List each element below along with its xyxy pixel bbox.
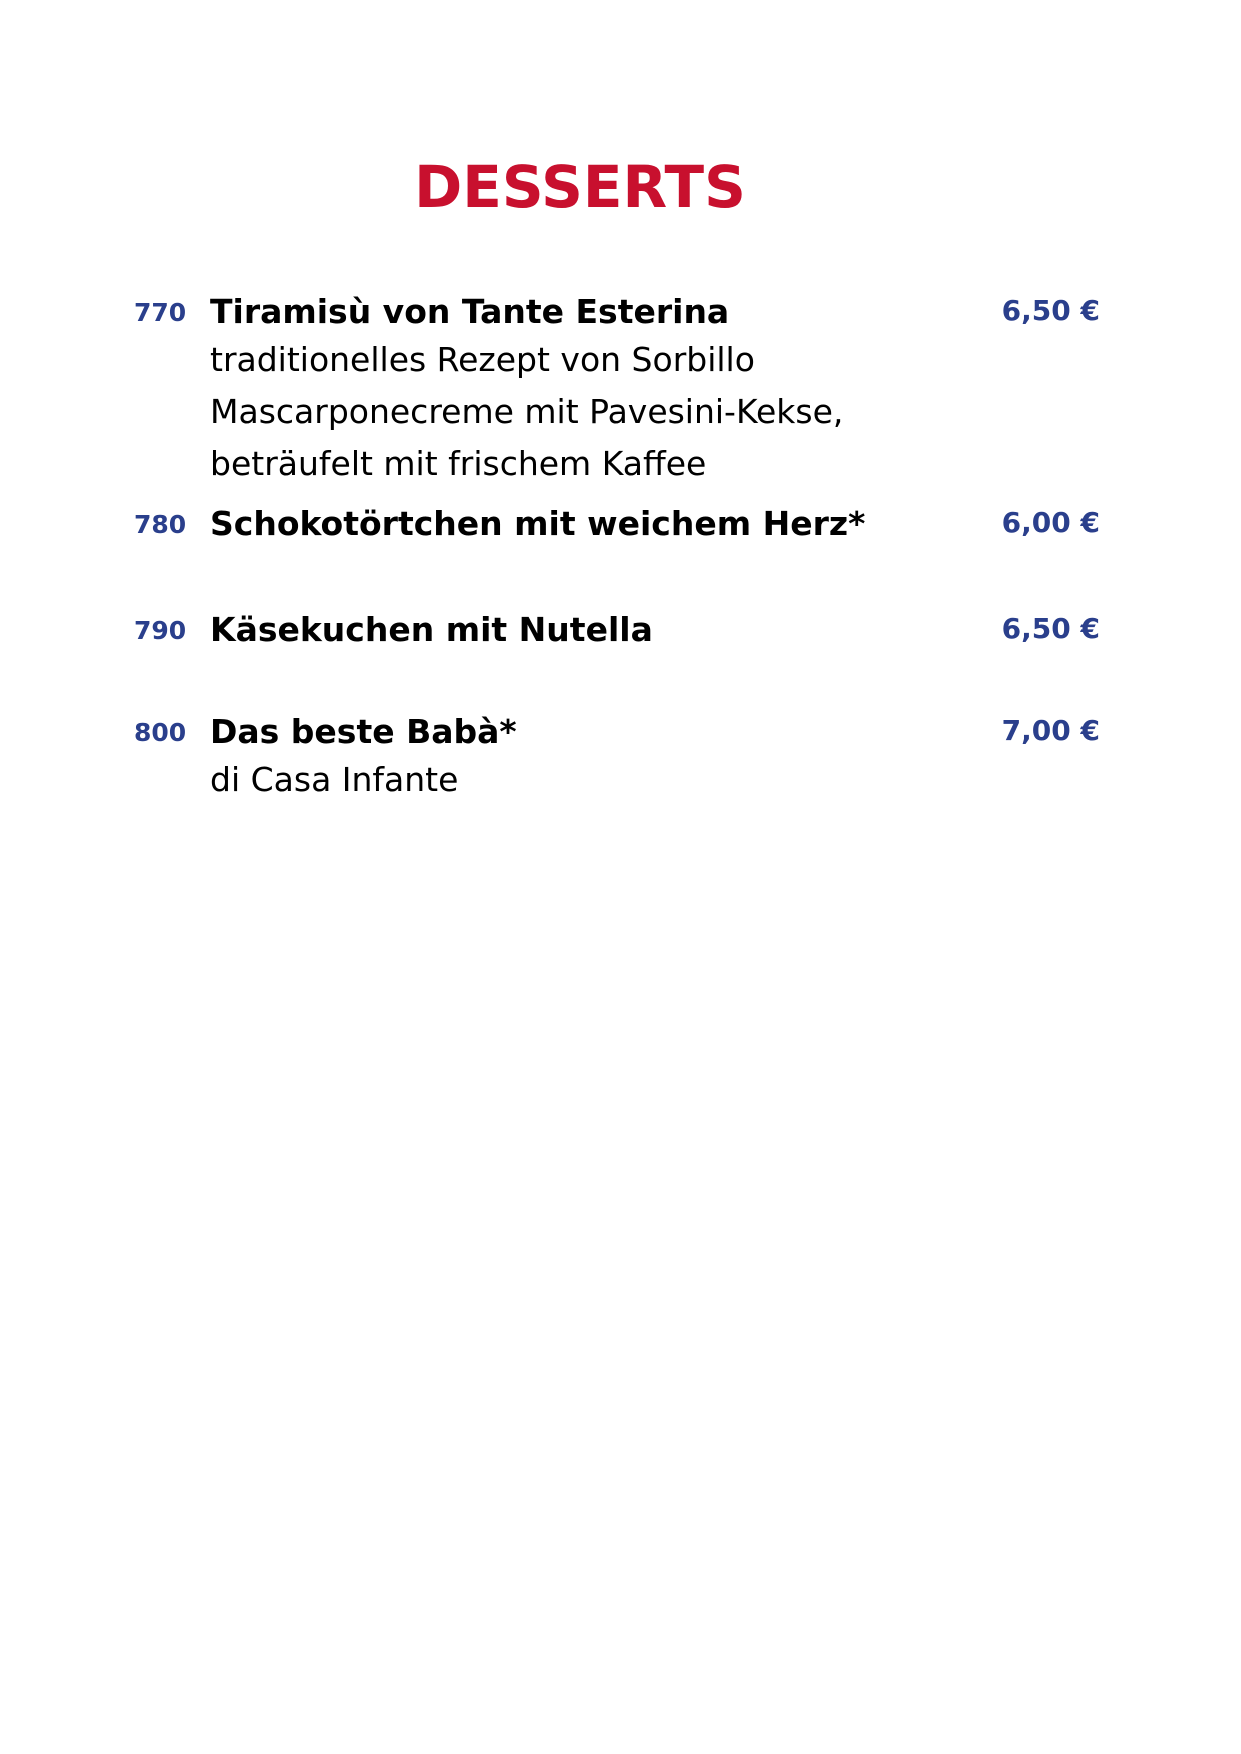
item-price: 6,50 € <box>1001 612 1100 645</box>
item-description <box>210 754 458 806</box>
item-name: Tiramisù von Tante Esterina <box>210 292 730 331</box>
item-name: Käsekuchen mit Nutella <box>210 610 653 649</box>
description-line: Mascarponecreme mit Pavesini-Kekse, <box>210 392 844 431</box>
item-price: 7,00 € <box>1001 714 1100 747</box>
item-number: 790 <box>134 616 187 645</box>
description-line: traditionelles Rezept von Sorbillo <box>210 340 755 379</box>
item-description <box>210 334 843 490</box>
item-name: Schokotörtchen mit weichem Herz* <box>210 504 866 543</box>
item-name: Das beste Babà* <box>210 712 517 751</box>
description-line: beträufelt mit frischem Kaffee <box>210 444 707 483</box>
item-number: 800 <box>134 718 187 747</box>
item-number: 780 <box>134 510 187 539</box>
page-title: DESSERTS <box>414 153 746 221</box>
description-line: di Casa Infante <box>210 760 459 799</box>
item-price: 6,00 € <box>1001 506 1100 539</box>
item-price: 6,50 € <box>1001 294 1100 327</box>
item-number: 770 <box>134 298 187 327</box>
